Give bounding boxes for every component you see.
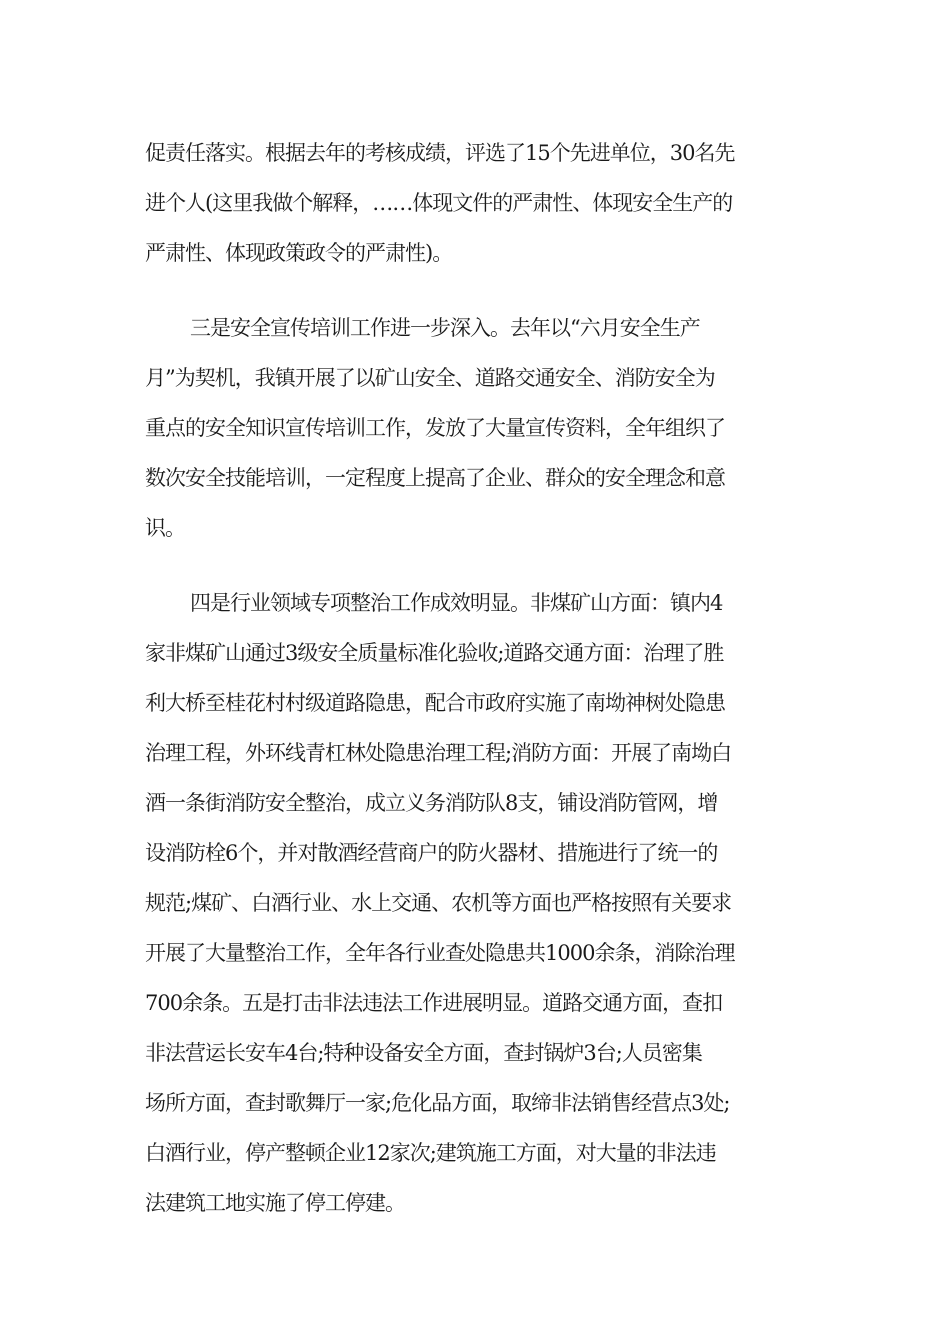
text-line: 酒一条街消防安全整治，成立义务消防队8支，铺设消防管网，增 [145, 791, 718, 815]
text-line: 非法营运长安车4台;特种设备安全方面，查封锅炉3台;人员密集 [145, 1041, 702, 1065]
text-line: 促责任落实。根据去年的考核成绩，评选了15个先进单位，30名先 [145, 141, 735, 165]
text-line: 规范;煤矿、白酒行业、水上交通、农机等方面也严格按照有关要求 [145, 891, 732, 915]
text-line: 场所方面，查封歌舞厅一家;危化品方面，取缔非法销售经营点3处; [145, 1091, 730, 1115]
text-line: 白酒行业，停产整顿企业12家次;建筑施工方面，对大量的非法违 [145, 1141, 716, 1165]
text-line: 四是行业领域专项整治工作成效明显。非煤矿山方面：镇内4 [190, 591, 723, 615]
text-line: 月”为契机，我镇开展了以矿山安全、道路交通安全、消防安全为 [145, 366, 715, 390]
text-line: 识。 [145, 516, 185, 540]
text-line: 家非煤矿山通过3级安全质量标准化验收;道路交通方面：治理了胜 [145, 641, 724, 665]
text-line: 重点的安全知识宣传培训工作，发放了大量宣传资料，全年组织了 [145, 416, 725, 440]
text-line: 严肃性、体现政策政令的严肃性)。 [145, 241, 453, 265]
text-line: 数次安全技能培训，一定程度上提高了企业、群众的安全理念和意 [145, 466, 725, 490]
text-line: 进个人(这里我做个解释，……体现文件的严肃性、体现安全生产的 [145, 191, 733, 215]
text-line: 治理工程，外环线青杠林处隐患治理工程;消防方面：开展了南坳白 [145, 741, 732, 765]
text-line: 三是安全宣传培训工作进一步深入。去年以“六月安全生产 [190, 316, 700, 340]
text-line: 设消防栓6个，并对散酒经营商户的防火器材、措施进行了统一的 [145, 841, 718, 865]
text-line: 开展了大量整治工作，全年各行业查处隐患共1000余条，消除治理 [145, 941, 735, 965]
text-line: 利大桥至桂花村村级道路隐患，配合市政府实施了南坳神树处隐患 [145, 691, 725, 715]
text-line: 700余条。五是打击非法违法工作进展明显。道路交通方面，查扣 [145, 991, 723, 1015]
text-line: 法建筑工地实施了停工停建。 [145, 1191, 405, 1215]
